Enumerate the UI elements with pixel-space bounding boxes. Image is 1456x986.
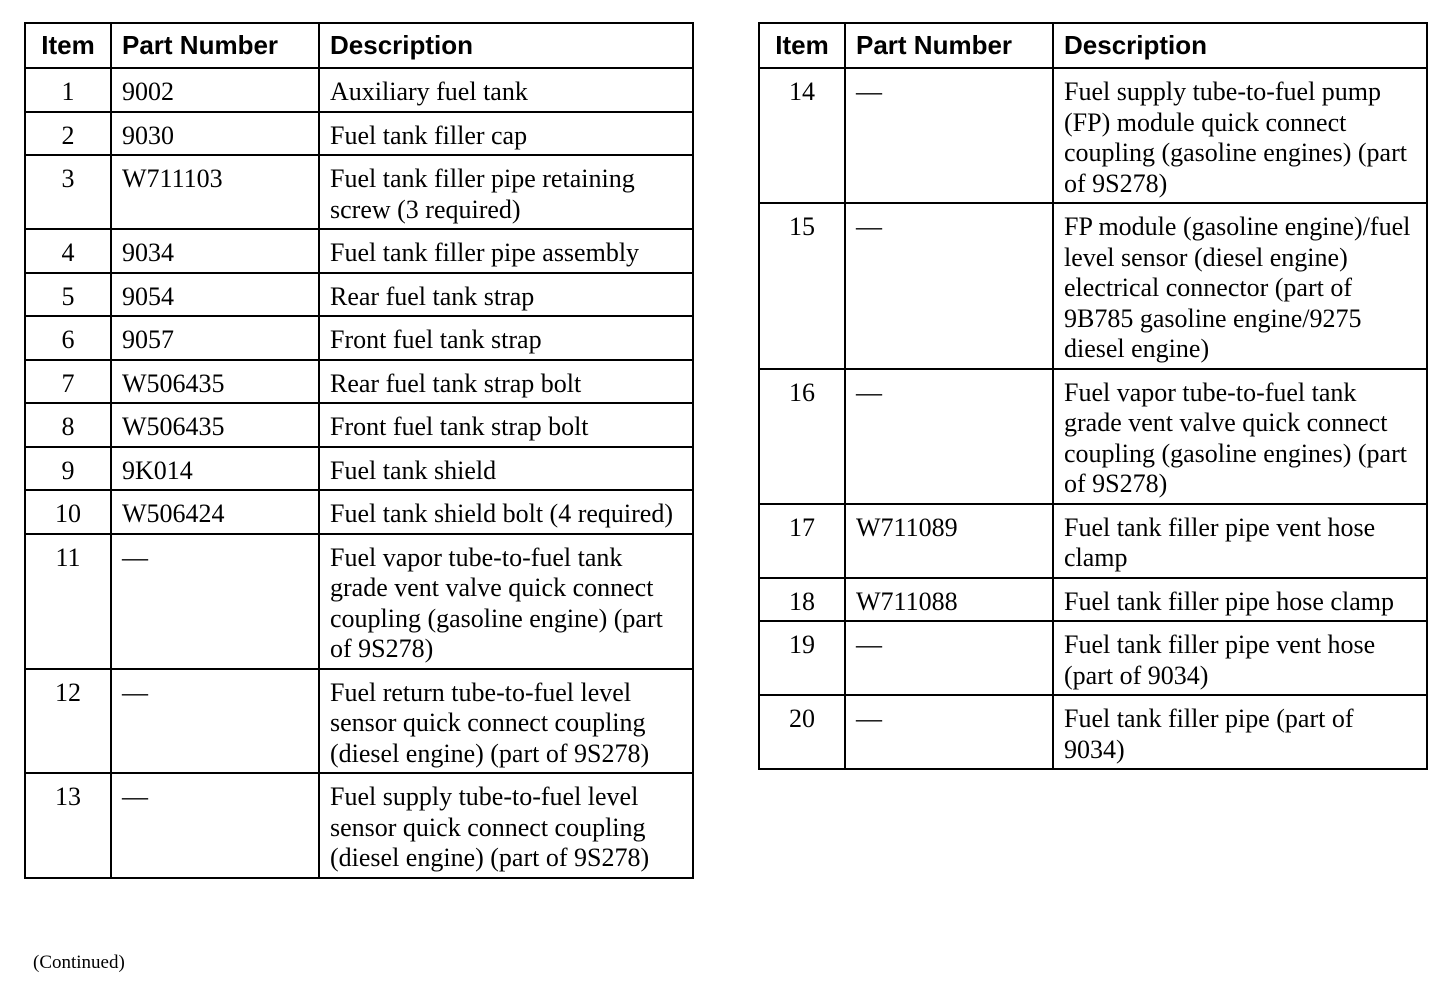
description: Fuel vapor tube-to-fuel tank grade vent valve quick connect coupling (gasoline engines) (part of 9S278) xyxy=(1053,369,1427,504)
item-number: 15 xyxy=(759,203,845,369)
table-row xyxy=(25,273,693,317)
header-description: Description xyxy=(319,23,693,68)
item-number: 10 xyxy=(25,490,111,534)
header-item: Item xyxy=(759,23,845,68)
table-row xyxy=(25,403,693,447)
table-row xyxy=(25,669,693,774)
table-row xyxy=(25,773,693,878)
description: Fuel tank shield xyxy=(319,447,693,491)
description: Front fuel tank strap bolt xyxy=(319,403,693,447)
part-number: — xyxy=(111,534,319,669)
table-row xyxy=(759,369,1427,504)
item-number: 14 xyxy=(759,68,845,203)
description: FP module (gasoline engine)/fuel level sensor (diesel engine) electrical connector (part of 9B785 gasoline engine/9275 diesel engine) xyxy=(1053,203,1427,369)
header-part-number: Part Number xyxy=(111,23,319,68)
item-number: 8 xyxy=(25,403,111,447)
table-row xyxy=(759,68,1427,203)
continued-note: (Continued) xyxy=(33,952,125,973)
part-number: W711089 xyxy=(845,504,1053,578)
part-number: — xyxy=(845,68,1053,203)
table-row xyxy=(25,68,693,112)
part-number: 9K014 xyxy=(111,447,319,491)
parts-table-left-body xyxy=(25,68,693,878)
parts-table-right-body xyxy=(759,68,1427,769)
description: Fuel tank filler pipe (part of 9034) xyxy=(1053,695,1427,769)
table-row xyxy=(25,155,693,229)
part-number: 9002 xyxy=(111,68,319,112)
table-row xyxy=(759,621,1427,695)
table-row xyxy=(25,534,693,669)
item-number: 9 xyxy=(25,447,111,491)
item-number: 3 xyxy=(25,155,111,229)
part-number: W506435 xyxy=(111,403,319,447)
item-number: 18 xyxy=(759,578,845,622)
table-row xyxy=(759,695,1427,769)
item-number: 6 xyxy=(25,316,111,360)
part-number: — xyxy=(845,695,1053,769)
description: Fuel tank filler pipe assembly xyxy=(319,229,693,273)
description: Rear fuel tank strap bolt xyxy=(319,360,693,404)
description: Fuel tank filler pipe vent hose (part of 9034) xyxy=(1053,621,1427,695)
description: Fuel tank shield bolt (4 required) xyxy=(319,490,693,534)
part-number: — xyxy=(111,773,319,878)
part-number: — xyxy=(845,621,1053,695)
part-number: 9030 xyxy=(111,112,319,156)
table-row xyxy=(25,112,693,156)
table-header-row xyxy=(25,23,693,68)
item-number: 5 xyxy=(25,273,111,317)
description: Fuel tank filler pipe retaining screw (3 required) xyxy=(319,155,693,229)
part-number: — xyxy=(845,369,1053,504)
description: Rear fuel tank strap xyxy=(319,273,693,317)
parts-table-left xyxy=(24,22,694,879)
table-row xyxy=(25,490,693,534)
part-number: W506435 xyxy=(111,360,319,404)
item-number: 19 xyxy=(759,621,845,695)
item-number: 2 xyxy=(25,112,111,156)
description: Fuel return tube-to-fuel level sensor quick connect coupling (diesel engine) (part of 9S278) xyxy=(319,669,693,774)
description: Fuel supply tube-to-fuel level sensor quick connect coupling (diesel engine) (part of 9S278) xyxy=(319,773,693,878)
header-description: Description xyxy=(1053,23,1427,68)
part-number: — xyxy=(111,669,319,774)
item-number: 11 xyxy=(25,534,111,669)
part-number: W711103 xyxy=(111,155,319,229)
description: Fuel vapor tube-to-fuel tank grade vent valve quick connect coupling (gasoline engine) (part of 9S278) xyxy=(319,534,693,669)
description: Auxiliary fuel tank xyxy=(319,68,693,112)
description: Fuel tank filler pipe vent hose clamp xyxy=(1053,504,1427,578)
item-number: 16 xyxy=(759,369,845,504)
description: Fuel tank filler cap xyxy=(319,112,693,156)
part-number: W506424 xyxy=(111,490,319,534)
part-number: 9034 xyxy=(111,229,319,273)
parts-table-right xyxy=(758,22,1428,770)
item-number: 20 xyxy=(759,695,845,769)
table-row xyxy=(759,504,1427,578)
part-number: 9057 xyxy=(111,316,319,360)
item-number: 4 xyxy=(25,229,111,273)
item-number: 12 xyxy=(25,669,111,774)
description: Front fuel tank strap xyxy=(319,316,693,360)
table-row xyxy=(25,447,693,491)
item-number: 7 xyxy=(25,360,111,404)
description: Fuel supply tube-to-fuel pump (FP) module quick connect coupling (gasoline engines) (part of 9S278) xyxy=(1053,68,1427,203)
item-number: 13 xyxy=(25,773,111,878)
table-row xyxy=(759,203,1427,369)
header-item: Item xyxy=(25,23,111,68)
table-header-row xyxy=(759,23,1427,68)
table-row xyxy=(25,316,693,360)
part-number: — xyxy=(845,203,1053,369)
part-number: 9054 xyxy=(111,273,319,317)
table-row xyxy=(759,578,1427,622)
item-number: 1 xyxy=(25,68,111,112)
item-number: 17 xyxy=(759,504,845,578)
part-number: W711088 xyxy=(845,578,1053,622)
table-row xyxy=(25,360,693,404)
table-row xyxy=(25,229,693,273)
header-part-number: Part Number xyxy=(845,23,1053,68)
description: Fuel tank filler pipe hose clamp xyxy=(1053,578,1427,622)
